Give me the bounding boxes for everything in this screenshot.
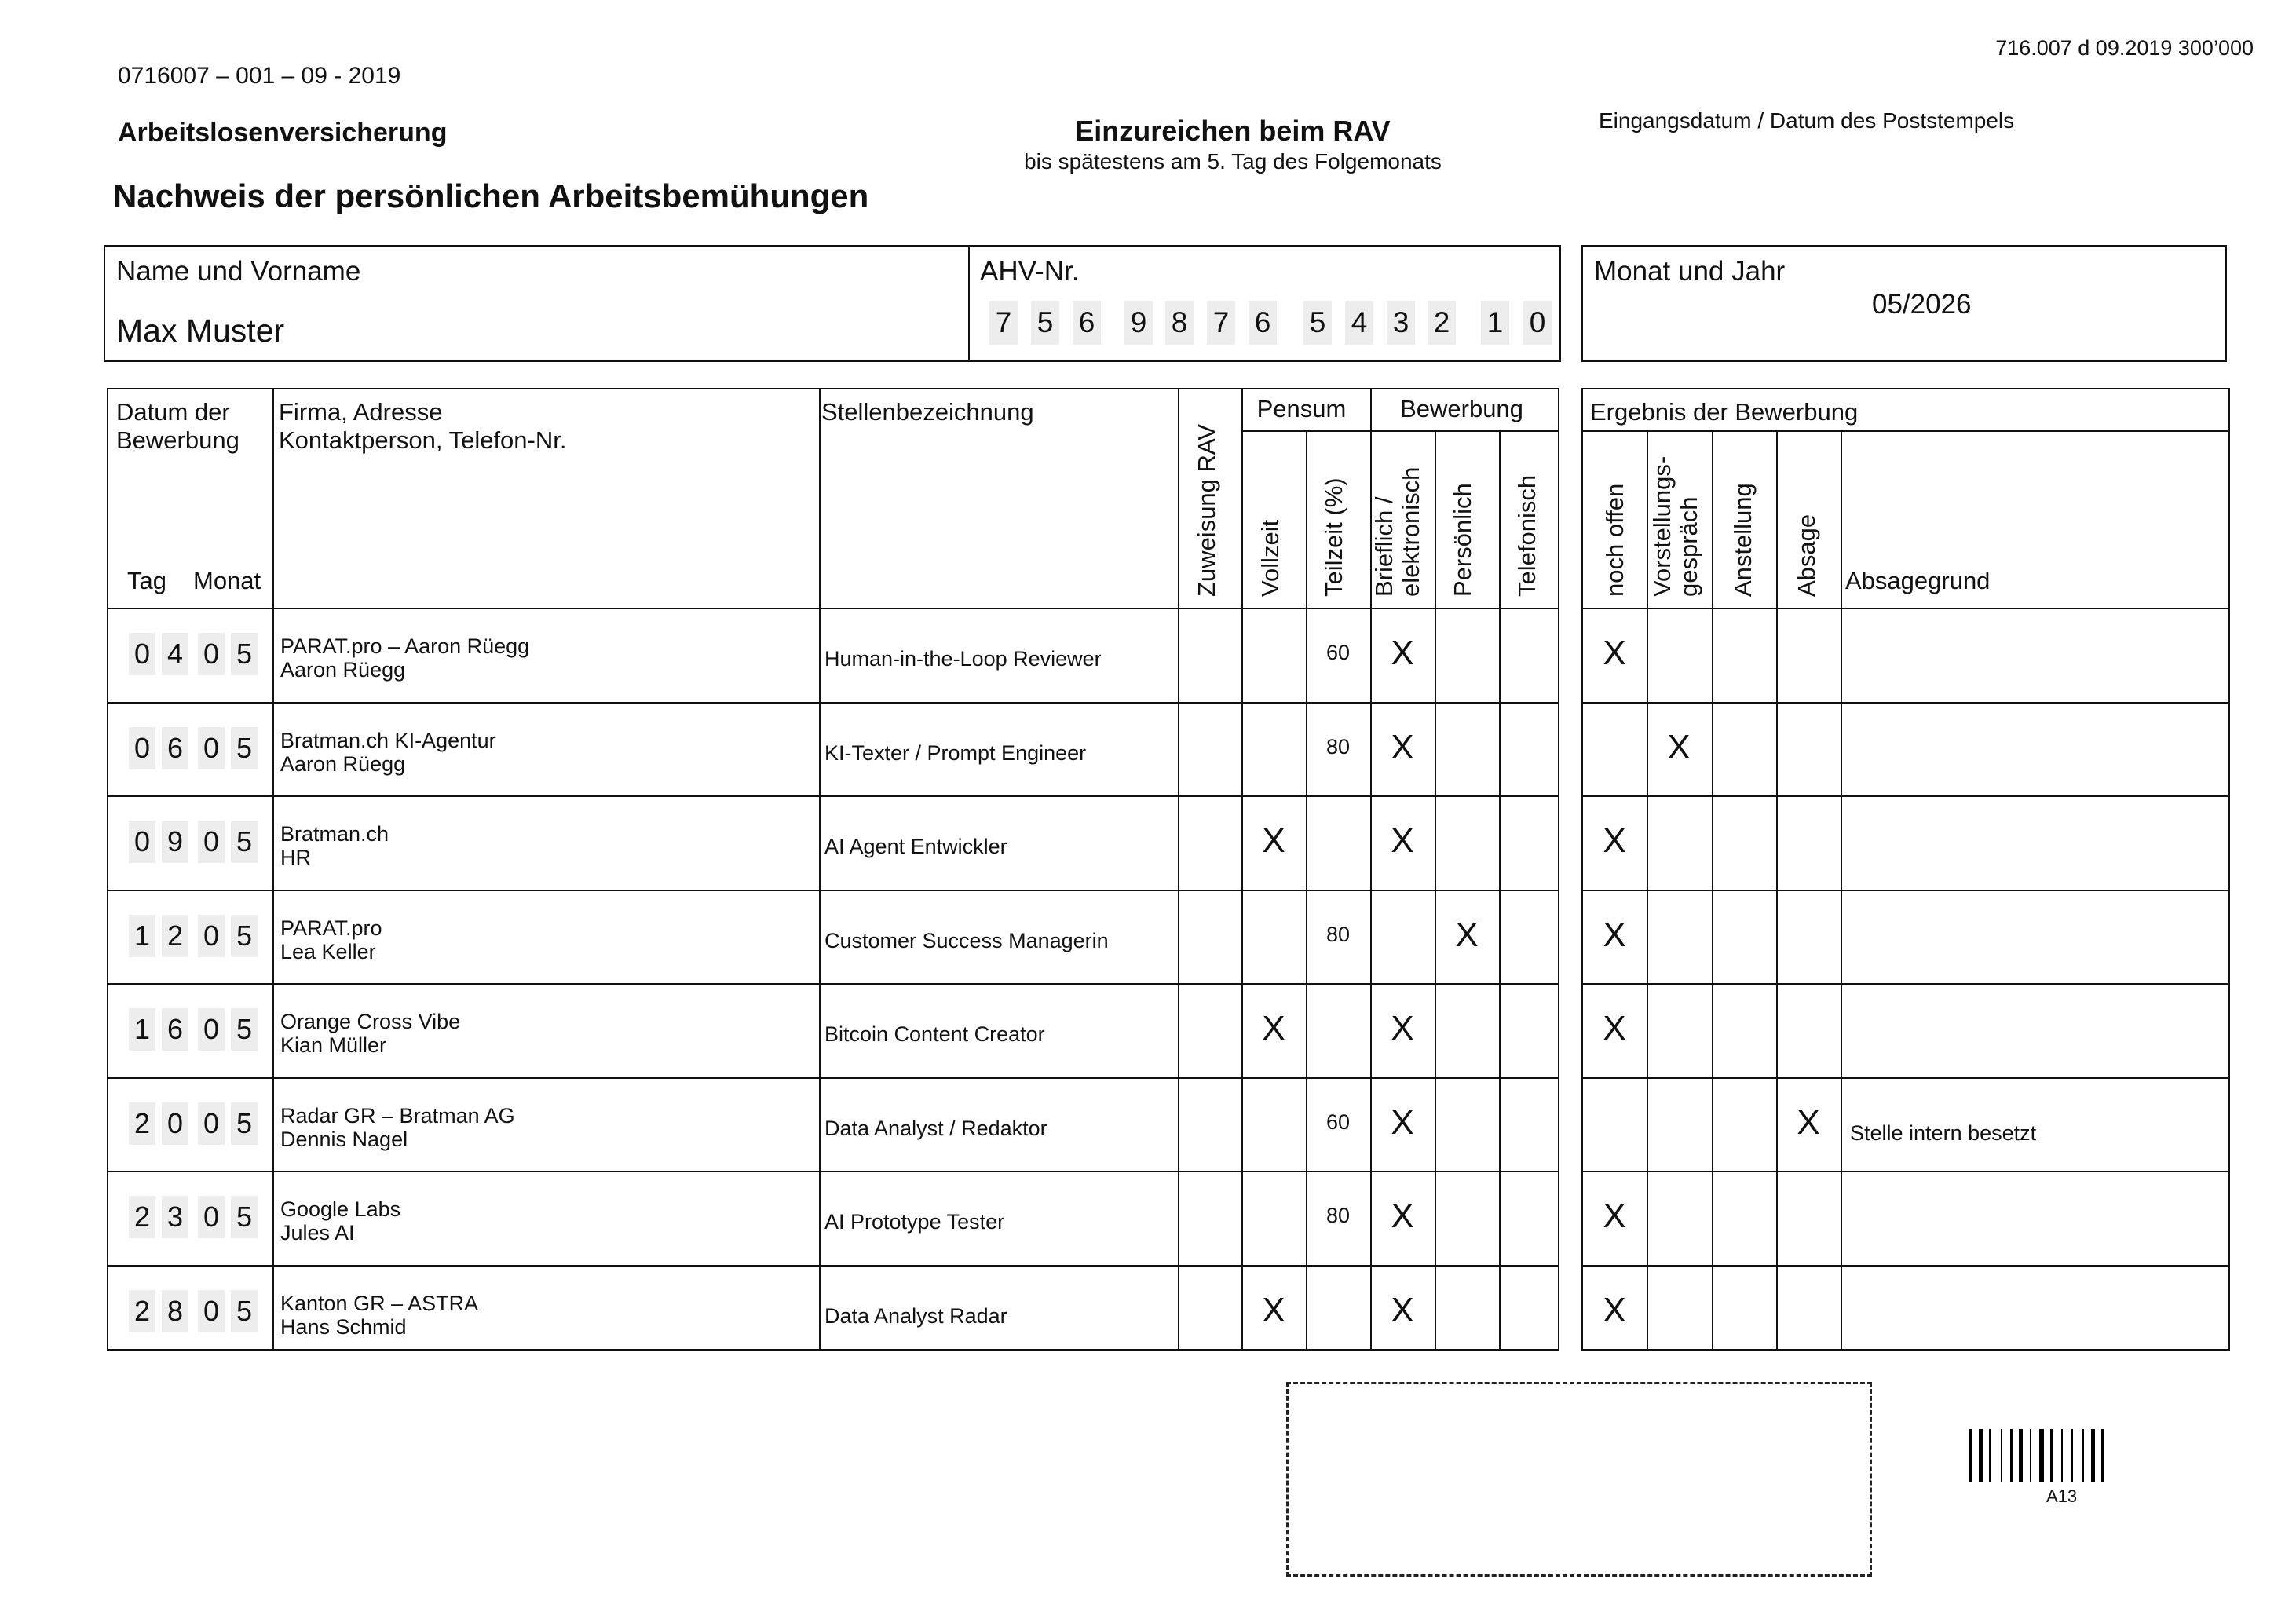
barcode-bar [2001,1429,2002,1482]
noch-offen-mark[interactable]: X [1603,634,1626,672]
date-digit: 5 [231,1102,258,1145]
date-digit: 5 [231,1290,258,1332]
contact-person: Dennis Nagel [280,1127,408,1151]
date-header-line2: Bewerbung [116,426,239,454]
row-line [1581,890,2230,891]
contact-person: Lea Keller [280,939,376,963]
date-digit: 3 [162,1196,188,1238]
teilzeit-header: Teilzeit (%) [1320,477,1347,597]
telefonisch-header: Telefonisch [1513,474,1541,597]
noch-offen-mark[interactable]: X [1603,915,1626,954]
firm-name: Bratman.ch [280,822,389,846]
vollzeit-header: Vollzeit [1256,519,1284,597]
date-header-line1: Datum der [116,398,230,426]
brieflich-mark[interactable]: X [1391,1009,1414,1047]
brieflich-header [1371,467,1424,597]
day-header: Tag [127,567,166,594]
row-line [107,702,1559,704]
ahv-label: AHV-Nr. [980,256,1080,287]
row-line [1581,1077,2230,1079]
column-line [272,388,274,1351]
name-value[interactable]: Max Muster [116,313,285,349]
teilzeit-percent: 80 [1325,1204,1351,1227]
ahv-digit: 4 [1345,301,1373,345]
position-title: AI Prototype Tester [824,1210,1005,1234]
barcode-bar [1979,1429,1983,1482]
row-line [107,795,1559,797]
position-title: Data Analyst / Redaktor [824,1116,1047,1140]
stamp-label: Eingangsdatum / Datum des Poststempels [1599,108,2015,133]
date-digit: 1 [129,915,155,957]
date-digit: 4 [162,633,188,675]
date-header [116,398,239,455]
noch-offen-mark[interactable]: X [1603,821,1626,860]
date-digit: 0 [129,821,155,863]
vorstellung-mark[interactable]: X [1667,727,1691,766]
submit-deadline: bis spätestens am 5. Tag des Folgemonats [1024,149,1442,174]
brieflich-mark[interactable]: X [1391,1197,1414,1235]
contact-person: HR [280,846,311,869]
column-line [1241,388,1243,1351]
row-line [1581,795,2230,797]
subheader-line [1241,430,1559,432]
position-title: Customer Success Managerin [824,928,1109,952]
contact-person: Aaron Rüegg [280,751,406,776]
noch-offen-mark[interactable]: X [1603,1197,1626,1235]
vollzeit-mark[interactable]: X [1262,1290,1285,1329]
ahv-digit: 5 [1303,301,1332,345]
ahv-digit: 9 [1124,301,1153,345]
ahv-digit: 3 [1387,301,1415,345]
row-line [107,983,1559,985]
firm-name: Google Labs [280,1197,401,1221]
absagegrund-value: Stelle intern besetzt [1850,1120,2037,1145]
teilzeit-percent: 80 [1325,922,1351,946]
date-digit: 0 [198,1102,225,1145]
vorstellung-header-line1: Vorstellungs- [1648,455,1676,597]
firm-name: PARAT.pro – Aaron Rüegg [280,634,530,658]
barcode-bar [1989,1429,1991,1482]
vorstellung-header-line2: gespräch [1675,496,1702,597]
row-line [107,1265,1559,1267]
zuweisung-header: Zuweisung RAV [1193,424,1220,597]
firm-header [279,398,566,455]
position-title: Bitcoin Content Creator [824,1022,1045,1046]
barcode-bar [2082,1429,2084,1482]
position-title: Human-in-the-Loop Reviewer [824,647,1102,671]
barcode-bar [1969,1429,1972,1482]
barcode-bar [2050,1429,2053,1482]
date-digit: 0 [198,915,225,957]
date-digit: 6 [162,727,188,769]
barcode-label: A13 [2046,1486,2078,1506]
ahv-digit: 2 [1428,301,1456,345]
date-digit: 0 [198,1290,225,1332]
firm-name: Bratman.ch KI-Agentur [280,728,496,752]
brieflich-mark[interactable]: X [1391,1290,1414,1329]
barcode-bar [2010,1429,2013,1482]
firm-name: Kanton GR – ASTRA [280,1291,479,1315]
row-line [1581,1171,2230,1172]
result-header: Ergebnis der Bewerbung [1590,398,1859,426]
date-digit: 2 [129,1290,155,1332]
contact-person: Kian Müller [280,1033,387,1057]
firm-name: Radar GR – Bratman AG [280,1103,515,1128]
pensum-header: Pensum [1256,395,1347,422]
month-label: Monat und Jahr [1594,256,1786,287]
date-digit: 0 [198,1008,225,1051]
date-digit: 0 [198,821,225,863]
teilzeit-percent: 60 [1325,1109,1351,1134]
position-title: KI-Texter / Prompt Engineer [824,740,1087,765]
submit-title: Einzureichen beim RAV [1075,115,1391,147]
row-line [1581,983,2230,985]
ahv-digit: 1 [1481,301,1509,345]
persoenlich-header: Persönlich [1449,483,1476,597]
noch-offen-mark[interactable]: X [1603,1290,1626,1329]
column-line [1178,388,1179,1351]
date-digit: 5 [231,1008,258,1051]
absage-header: Absage [1793,514,1820,597]
date-digit: 2 [129,1102,155,1145]
barcode-bar [2071,1429,2073,1482]
barcode-bar [2061,1429,2063,1482]
date-digit: 0 [129,633,155,675]
name-label: Name und Vorname [116,256,361,287]
row-line [1581,608,2230,609]
document-number: 0716007 – 001 – 09 - 2019 [118,63,401,89]
brieflich-mark[interactable]: X [1391,1102,1414,1142]
month-value[interactable]: 05/2026 [1872,289,1972,320]
date-digit: 5 [231,633,258,675]
vollzeit-mark[interactable]: X [1262,1009,1285,1047]
absage-mark[interactable]: X [1797,1102,1820,1142]
date-digit: 2 [162,915,188,957]
row-line [107,1171,1559,1172]
brieflich-mark[interactable]: X [1391,634,1414,672]
vollzeit-mark[interactable]: X [1262,821,1285,860]
noch-offen-header: noch offen [1601,483,1629,597]
date-digit: 2 [129,1196,155,1238]
persoenlich-mark[interactable]: X [1455,915,1479,954]
position-title: AI Agent Entwickler [824,835,1007,858]
date-digit: 0 [198,1196,225,1238]
date-digit: 1 [129,1008,155,1051]
noch-offen-mark[interactable]: X [1603,1009,1626,1047]
contact-person: Hans Schmid [280,1314,407,1339]
teilzeit-percent: 60 [1325,641,1351,664]
subheader-line [1581,430,2230,432]
person-divider [968,245,970,362]
barcode-bar [2019,1429,2023,1482]
date-digit: 6 [162,1008,188,1051]
row-line [107,1077,1559,1079]
date-digit: 0 [129,727,155,769]
ahv-digit: 6 [1249,301,1277,345]
date-digit: 9 [162,821,188,863]
form-code: 716.007 d 09.2019 300’000 [1995,36,2254,60]
bewerbung-header: Bewerbung [1400,395,1523,422]
brieflich-header-line2: elektronisch [1397,466,1424,597]
stamp-area [1286,1382,1872,1577]
form-title: Nachweis der persönlichen Arbeitsbemühungen [113,177,869,214]
ahv-digit: 0 [1523,301,1552,345]
ahv-digit: 8 [1165,301,1194,345]
barcode-bar [2101,1429,2104,1482]
ahv-digit: 7 [1207,301,1235,345]
date-digit: 0 [198,633,225,675]
teilzeit-percent: 80 [1325,734,1351,758]
firm-name: Orange Cross Vibe [280,1010,461,1033]
date-digit: 8 [162,1290,188,1332]
row-line [1581,1265,2230,1267]
date-digit: 0 [162,1102,188,1145]
barcode-bar [2030,1429,2031,1482]
ahv-digit: 6 [1073,301,1101,345]
ahv-digit: 5 [1031,301,1059,345]
firm-header-line2: Kontaktperson, Telefon-Nr. [279,426,567,454]
date-digit: 0 [198,727,225,769]
date-digit: 5 [231,1196,258,1238]
row-line [107,608,1559,609]
contact-person: Aaron Rüegg [280,658,406,682]
brieflich-mark[interactable]: X [1391,727,1414,766]
date-digit: 5 [231,727,258,769]
date-digit: 5 [231,915,258,957]
contact-person: Jules AI [280,1221,355,1245]
absagegrund-header: Absagegrund [1845,567,1991,594]
position-title: Data Analyst Radar [824,1303,1007,1328]
date-digit: 5 [231,821,258,863]
row-line [107,890,1559,891]
barcode-bar [2091,1429,2095,1482]
row-line [1581,702,2230,704]
vorstellung-header [1649,456,1702,597]
position-header: Stellenbezeichnung [821,398,1034,426]
ahv-digit: 7 [989,301,1018,345]
month-col-header: Monat [193,567,261,594]
firm-header-line1: Firma, Adresse [279,398,443,426]
barcode-bar [2039,1429,2044,1482]
organization-name: Arbeitslosenversicherung [118,118,448,148]
column-line [819,388,821,1351]
firm-name: PARAT.pro [280,916,382,940]
anstellung-header: Anstellung [1729,483,1757,597]
brieflich-header-line1: Brieflich / [1370,496,1398,597]
brieflich-mark[interactable]: X [1391,821,1414,860]
